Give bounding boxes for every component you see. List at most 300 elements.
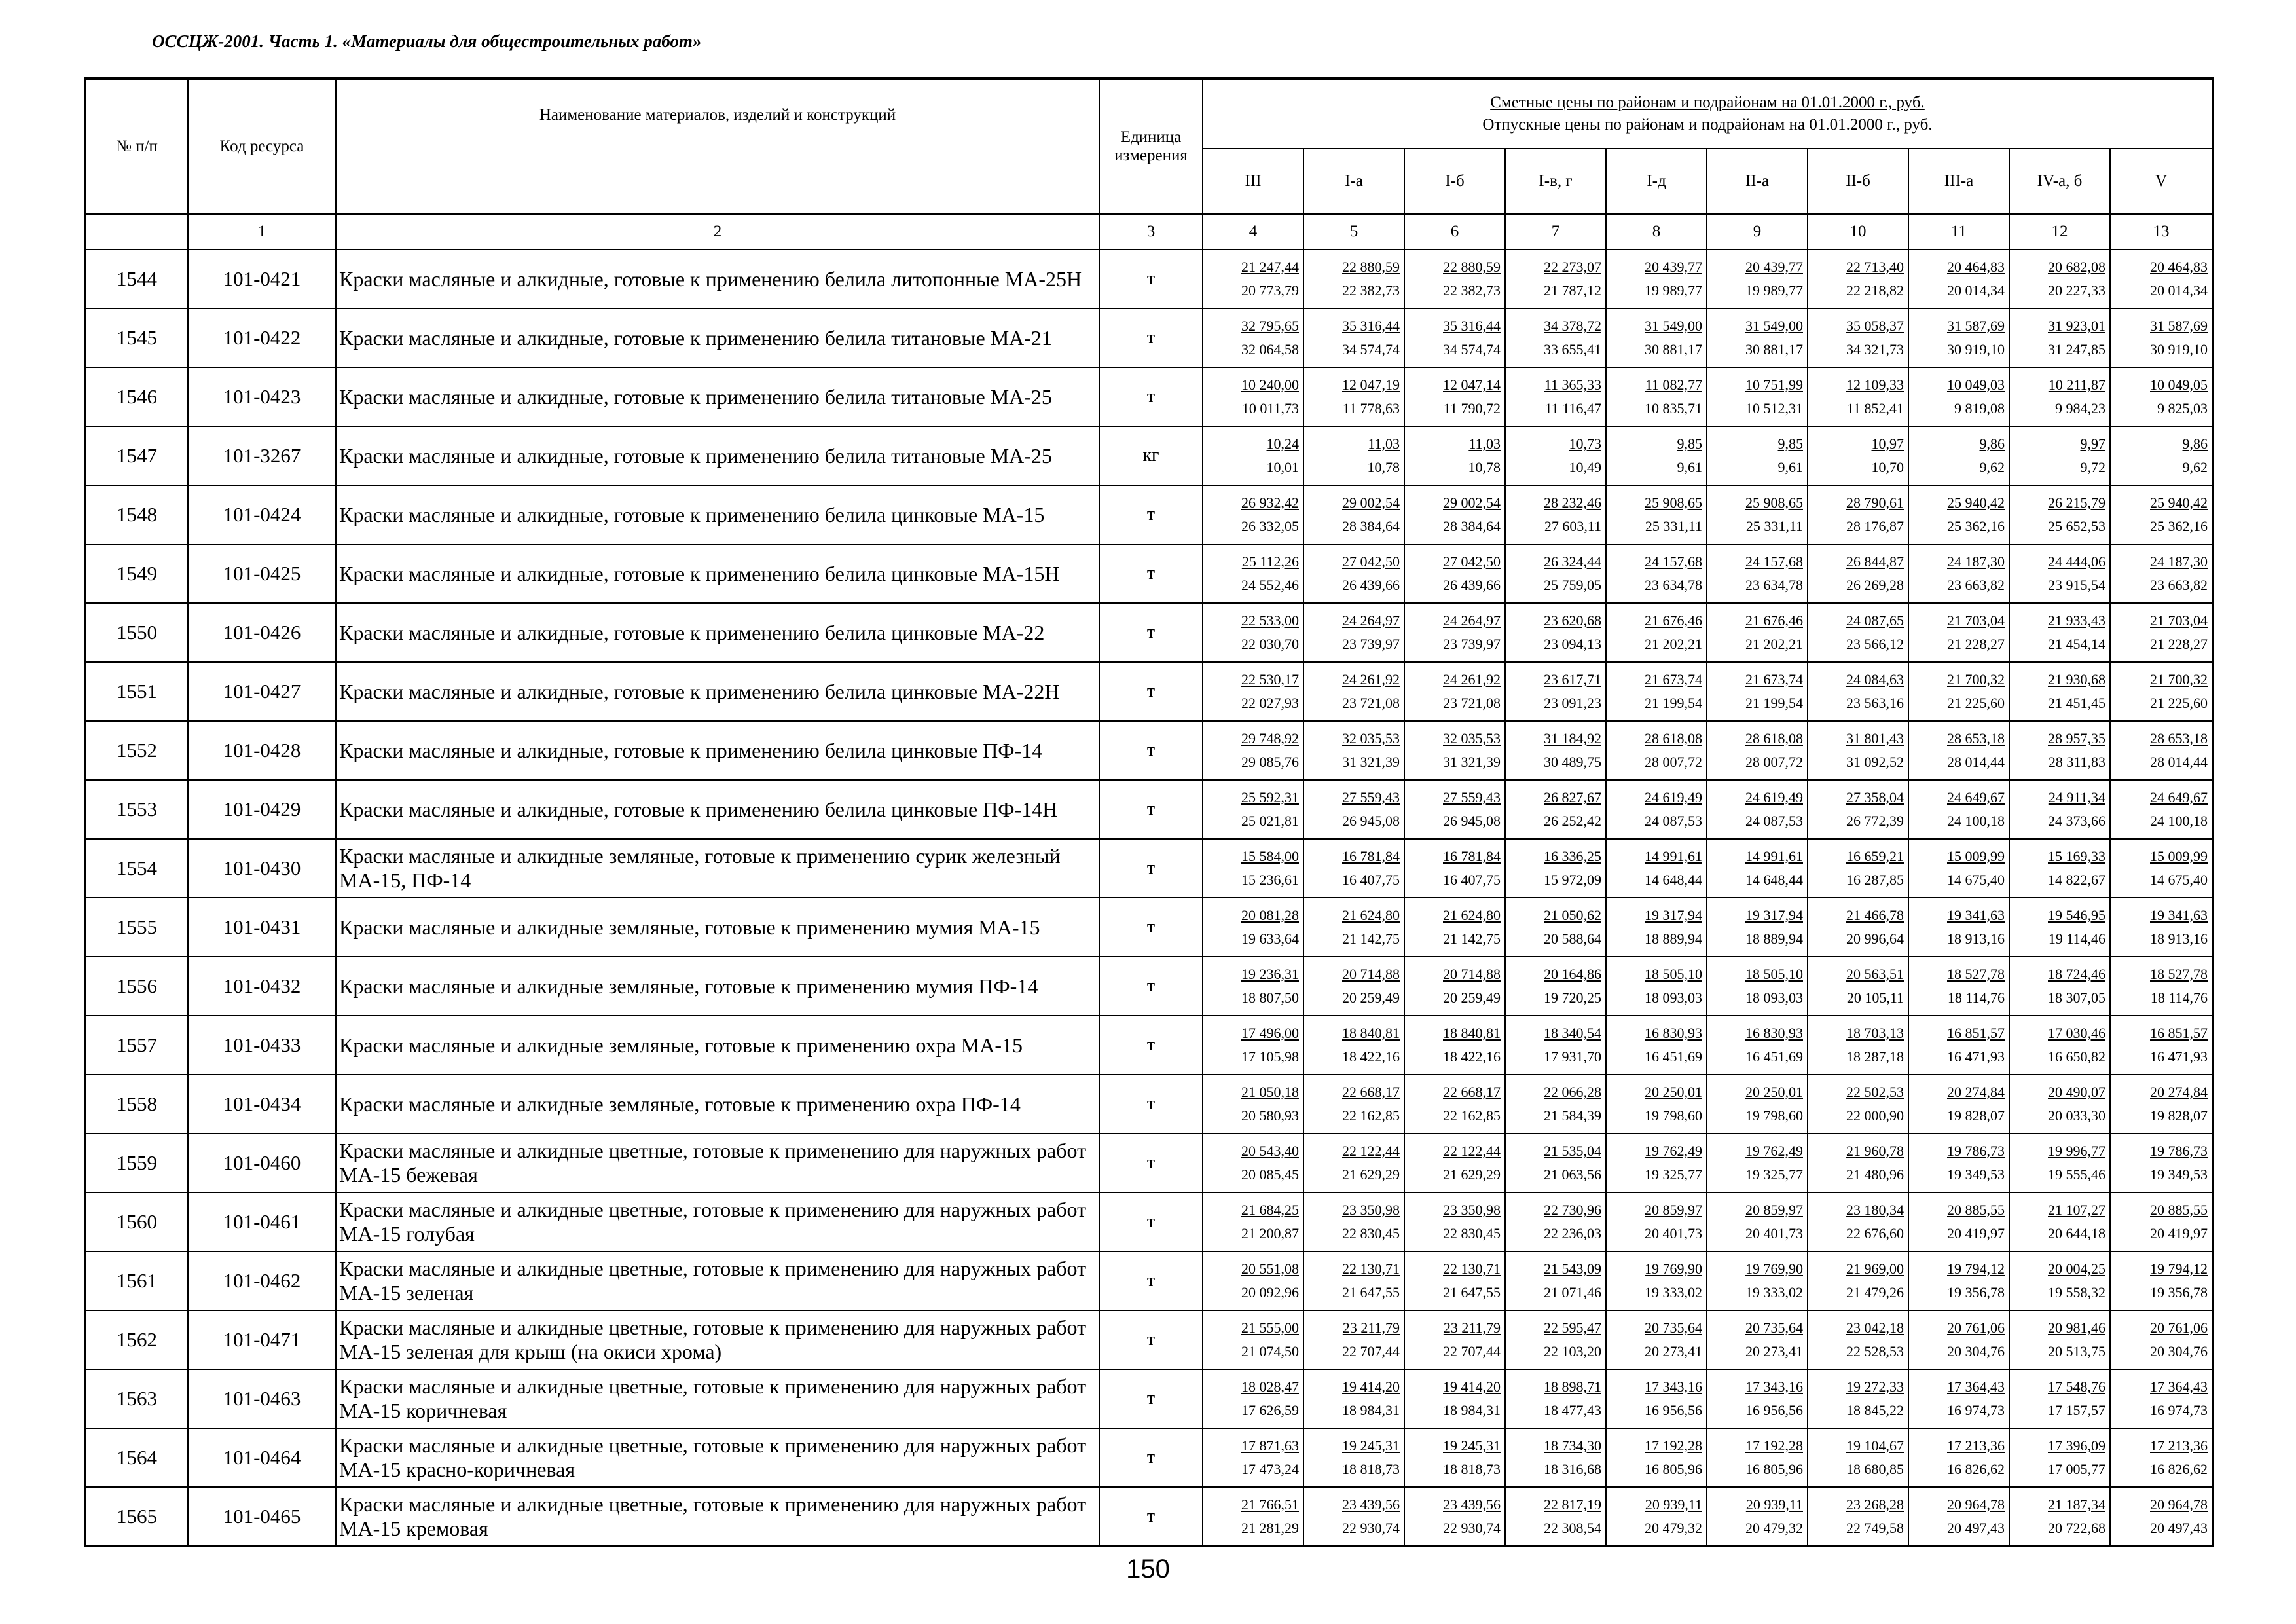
price-cell: [1606, 426, 1707, 485]
release-price: 16 650,82: [2048, 1048, 2105, 1065]
release-price: 23 563,16: [1846, 695, 1904, 711]
resource-code: 101-0430: [188, 839, 336, 898]
material-name: Краски масляные и алкидные, готовые к применению белила цинковые МА-15: [336, 485, 1099, 544]
release-price: 30 881,17: [1645, 341, 1702, 358]
release-price: 33 655,41: [1544, 341, 1601, 358]
release-price: 19 828,07: [1947, 1107, 2005, 1124]
price-cell: [1606, 367, 1707, 426]
release-price: 23 663,82: [2150, 577, 2208, 593]
release-price: 20 996,64: [1846, 931, 1904, 947]
price-cell: [1908, 839, 2009, 898]
price-cell: [1303, 662, 1404, 721]
unit: т: [1099, 308, 1203, 367]
estimate-price: 28 232,46: [1544, 494, 1601, 511]
price-cell: [1908, 308, 2009, 367]
estimate-price: 20 543,40: [1241, 1143, 1299, 1159]
estimate-price: 25 908,65: [1745, 494, 1803, 511]
material-name: Краски масляные и алкидные цветные, готовые к применению для наружных работ МА-15 зеленая: [336, 1251, 1099, 1310]
release-price: 21 202,21: [1645, 636, 1702, 652]
release-price: 10 512,31: [1745, 400, 1803, 416]
estimate-price: 14 991,61: [1745, 848, 1803, 864]
column-number: 3: [1099, 214, 1203, 249]
price-cell: [1808, 1251, 1908, 1310]
price-cell: [1707, 249, 1808, 308]
price-cell: [1303, 1251, 1404, 1310]
release-price: 22 830,45: [1443, 1225, 1501, 1242]
resource-code: 101-0428: [188, 721, 336, 780]
estimate-price: 28 618,08: [1745, 730, 1803, 747]
price-cell: [2009, 485, 2110, 544]
release-price: 22 382,73: [1443, 282, 1501, 299]
estimate-price: 20 250,01: [1745, 1084, 1803, 1100]
release-price: 30 919,10: [1947, 341, 2005, 358]
release-price: 20 259,49: [1342, 989, 1400, 1006]
material-name: Краски масляные и алкидные земляные, готовые к применению мумия ПФ-14: [336, 957, 1099, 1016]
estimate-price: 24 261,92: [1443, 671, 1501, 688]
release-price: 20 304,76: [2150, 1343, 2208, 1359]
release-price: 18 287,18: [1846, 1048, 1904, 1065]
table-row: [85, 367, 2213, 426]
estimate-price: 24 187,30: [2150, 553, 2208, 570]
estimate-price: 10 751,99: [1745, 377, 1803, 393]
price-cell: [1203, 957, 1303, 1016]
material-name: Краски масляные и алкидные цветные, готовые к применению для наружных работ МА-15 кремовая: [336, 1487, 1099, 1546]
price-cell: [1808, 426, 1908, 485]
release-price: 9 984,23: [2055, 400, 2105, 416]
column-number: 10: [1808, 214, 1908, 249]
release-price: 25 362,16: [2150, 518, 2208, 534]
price-cell: [2009, 603, 2110, 662]
table-row: [85, 426, 2213, 485]
estimate-price: 35 316,44: [1342, 318, 1400, 334]
release-price: 28 384,64: [1342, 518, 1400, 534]
release-price: 20 105,11: [1846, 989, 1904, 1006]
estimate-price: 16 781,84: [1342, 848, 1400, 864]
table-row: [85, 1369, 2213, 1428]
estimate-price: 17 343,16: [1645, 1378, 1702, 1395]
estimate-price: 10,73: [1569, 435, 1601, 452]
price-cell: [1404, 1192, 1505, 1251]
release-price: 16 805,96: [1645, 1461, 1702, 1477]
price-cell: [1808, 249, 1908, 308]
estimate-price: 18 734,30: [1544, 1437, 1601, 1454]
price-cell: [2110, 249, 2213, 308]
unit: т: [1099, 1016, 1203, 1075]
resource-code: 101-0464: [188, 1428, 336, 1487]
release-price: 14 822,67: [2048, 872, 2105, 888]
release-price: 17 157,57: [2048, 1402, 2105, 1418]
release-price: 26 439,66: [1342, 577, 1400, 593]
price-cell: [1707, 1251, 1808, 1310]
release-price: 19 633,64: [1241, 931, 1299, 947]
estimate-price: 12 047,19: [1342, 377, 1400, 393]
price-cell: [1606, 721, 1707, 780]
estimate-price: 31 923,01: [2048, 318, 2105, 334]
price-cell: [2009, 1369, 2110, 1428]
estimate-price: 16 781,84: [1443, 848, 1501, 864]
estimate-price: 31 184,92: [1544, 730, 1601, 747]
unit: т: [1099, 544, 1203, 603]
price-cell: [1404, 1428, 1505, 1487]
price-cell: [1908, 426, 2009, 485]
resource-code: 101-0426: [188, 603, 336, 662]
price-cell: [2009, 839, 2110, 898]
estimate-price: 22 130,71: [1342, 1261, 1400, 1277]
price-cell: [1404, 367, 1505, 426]
price-cell: [1808, 898, 1908, 957]
release-price: 32 064,58: [1241, 341, 1299, 358]
release-price: 19 333,02: [1745, 1284, 1803, 1301]
release-price: 11 790,72: [1443, 400, 1501, 416]
estimate-price: 24 157,68: [1645, 553, 1702, 570]
material-name: Краски масляные и алкидные, готовые к применению белила цинковые ПФ-14: [336, 721, 1099, 780]
estimate-price: 18 028,47: [1241, 1378, 1299, 1395]
price-cell: [1303, 485, 1404, 544]
row-number: 1555: [85, 898, 188, 957]
release-price: 31 321,39: [1342, 754, 1400, 770]
release-price: 21 228,27: [1947, 636, 2005, 652]
release-price: 22 707,44: [1443, 1343, 1501, 1359]
estimate-price: 20 081,28: [1241, 907, 1299, 923]
material-name: Краски масляные и алкидные земляные, готовые к применению мумия МА-15: [336, 898, 1099, 957]
estimate-price: 20 735,64: [1645, 1320, 1702, 1336]
release-price: 18 680,85: [1846, 1461, 1904, 1477]
release-price: 21 451,45: [2048, 695, 2105, 711]
estimate-price: 21 676,46: [1745, 612, 1803, 629]
price-cell: [1808, 1310, 1908, 1369]
unit: т: [1099, 957, 1203, 1016]
column-number: 9: [1707, 214, 1808, 249]
table-row: [85, 1016, 2213, 1075]
price-cell: [1303, 426, 1404, 485]
table-row: [85, 898, 2213, 957]
table-row: [85, 780, 2213, 839]
estimate-price: 32 035,53: [1443, 730, 1501, 747]
material-name: Краски масляные и алкидные цветные, готовые к применению для наружных работ МА-15 зеленая для крыш (на окиси хрома): [336, 1310, 1099, 1369]
material-name: Краски масляные и алкидные, готовые к применению белила титановые МА-25: [336, 367, 1099, 426]
price-cell: [1606, 249, 1707, 308]
resource-code: 101-0431: [188, 898, 336, 957]
release-price: 34 574,74: [1443, 341, 1501, 358]
price-cell: [1303, 1075, 1404, 1134]
release-price: 20 773,79: [1241, 282, 1299, 299]
price-cell: [2110, 1251, 2213, 1310]
estimate-price: 24 187,30: [1947, 553, 2005, 570]
price-cell: [1606, 1251, 1707, 1310]
release-price: 17 626,59: [1241, 1402, 1299, 1418]
estimate-price: 24 649,67: [2150, 789, 2208, 805]
release-price: 16 826,62: [1947, 1461, 2005, 1477]
release-price: 25 759,05: [1544, 577, 1601, 593]
release-price: 19 798,60: [1745, 1107, 1803, 1124]
price-cell: [2009, 898, 2110, 957]
release-price: 14 648,44: [1745, 872, 1803, 888]
release-price: 22 162,85: [1443, 1107, 1501, 1124]
release-price: 20 273,41: [1645, 1343, 1702, 1359]
region-header: III-а: [1908, 149, 2009, 214]
estimate-price: 22 122,44: [1443, 1143, 1501, 1159]
price-cell: [2009, 249, 2110, 308]
price-cell: [2009, 544, 2110, 603]
release-price: 24 373,66: [2048, 813, 2105, 829]
estimate-price: 10 049,03: [1947, 377, 2005, 393]
release-price: 20 227,33: [2048, 282, 2105, 299]
row-number: 1550: [85, 603, 188, 662]
release-price: 22 030,70: [1241, 636, 1299, 652]
estimate-price: 25 908,65: [1645, 494, 1702, 511]
price-cell: [1404, 957, 1505, 1016]
price-cell: [1606, 898, 1707, 957]
release-price: 18 889,94: [1645, 931, 1702, 947]
estimate-price: 21 187,34: [2048, 1496, 2105, 1513]
price-cell: [1303, 898, 1404, 957]
estimate-price: 15 009,99: [1947, 848, 2005, 864]
release-price: 21 071,46: [1544, 1284, 1601, 1301]
release-price: 18 114,76: [2150, 989, 2208, 1006]
price-cell: [1908, 603, 2009, 662]
release-price: 18 477,43: [1544, 1402, 1601, 1418]
release-price: 22 162,85: [1342, 1107, 1400, 1124]
estimate-price: 21 535,04: [1544, 1143, 1601, 1159]
estimate-price: 19 546,95: [2048, 907, 2105, 923]
material-name: Краски масляные и алкидные, готовые к применению белила литопонные МА-25Н: [336, 249, 1099, 308]
resource-code: 101-0421: [188, 249, 336, 308]
release-price: 28 007,72: [1745, 754, 1803, 770]
release-price: 28 311,83: [2048, 754, 2105, 770]
price-cell: [1606, 1016, 1707, 1075]
price-cell: [1808, 1428, 1908, 1487]
price-cell: [1908, 1487, 2009, 1546]
release-price: 28 014,44: [1947, 754, 2005, 770]
release-price: 10,49: [1569, 459, 1601, 475]
price-cell: [1303, 1016, 1404, 1075]
estimate-price: 20 939,11: [1745, 1496, 1803, 1513]
release-price: 24 100,18: [1947, 813, 2005, 829]
price-cell: [1707, 1075, 1808, 1134]
release-price: 10 011,73: [1241, 400, 1299, 416]
row-number: 1558: [85, 1075, 188, 1134]
estimate-price: 21 466,78: [1846, 907, 1904, 923]
row-number: 1548: [85, 485, 188, 544]
release-price: 21 281,29: [1241, 1519, 1299, 1536]
release-price: 28 384,64: [1443, 518, 1501, 534]
material-name: Краски масляные и алкидные цветные, готовые к применению для наружных работ МА-15 голубая: [336, 1192, 1099, 1251]
column-number-row: [85, 214, 2213, 249]
row-number: 1551: [85, 662, 188, 721]
estimate-price: 21 700,32: [2150, 671, 2208, 688]
row-number: 1561: [85, 1251, 188, 1310]
release-price: 9 819,08: [1954, 400, 2005, 416]
release-price: 22 707,44: [1342, 1343, 1400, 1359]
release-price: 21 228,27: [2150, 636, 2208, 652]
price-cell: [1606, 1487, 1707, 1546]
estimate-price: 20 939,11: [1645, 1496, 1702, 1513]
release-price: 18 818,73: [1443, 1461, 1501, 1477]
price-cell: [1505, 485, 1606, 544]
release-price: 16 287,85: [1846, 872, 1904, 888]
price-cell: [1404, 308, 1505, 367]
price-cell: [1203, 1487, 1303, 1546]
estimate-price: 12 047,14: [1443, 377, 1501, 393]
release-price: 26 252,42: [1544, 813, 1601, 829]
estimate-price: 21 969,00: [1846, 1261, 1904, 1277]
estimate-price: 19 317,94: [1645, 907, 1702, 923]
estimate-price: 19 762,49: [1745, 1143, 1803, 1159]
estimate-price: 16 830,93: [1745, 1025, 1803, 1041]
price-cell: [1707, 1487, 1808, 1546]
release-price: 16 805,96: [1745, 1461, 1803, 1477]
release-price: 16 826,62: [2150, 1461, 2208, 1477]
estimate-price: 29 002,54: [1443, 494, 1501, 511]
price-cell: [1203, 1134, 1303, 1192]
price-cell: [1505, 780, 1606, 839]
region-header: III: [1203, 149, 1303, 214]
release-price: 22 830,45: [1342, 1225, 1400, 1242]
release-price: 23 739,97: [1342, 636, 1400, 652]
release-price: 22 236,03: [1544, 1225, 1601, 1242]
price-cell: [1707, 898, 1808, 957]
release-price: 21 787,12: [1544, 282, 1601, 299]
price-cell: [1606, 1192, 1707, 1251]
estimate-price: 17 548,76: [2048, 1378, 2105, 1395]
resource-code: 101-0424: [188, 485, 336, 544]
price-cell: [1404, 1251, 1505, 1310]
release-price: 29 085,76: [1241, 754, 1299, 770]
material-name: Краски масляные и алкидные цветные, готовые к применению для наружных работ МА-15 бежевая: [336, 1134, 1099, 1192]
release-price: 31 321,39: [1443, 754, 1501, 770]
price-cell: [1303, 367, 1404, 426]
estimate-price: 21 624,80: [1443, 907, 1501, 923]
estimate-price: 22 533,00: [1241, 612, 1299, 629]
price-cell: [1404, 544, 1505, 603]
estimate-price: 16 659,21: [1846, 848, 1904, 864]
estimate-price: 22 817,19: [1544, 1496, 1601, 1513]
price-cell: [1505, 544, 1606, 603]
estimate-price: 31 549,00: [1645, 318, 1702, 334]
region-header: V: [2110, 149, 2213, 214]
price-cell: [1707, 485, 1808, 544]
column-number-blank: [85, 214, 188, 249]
estimate-price: 19 794,12: [1947, 1261, 2005, 1277]
estimate-price: 31 587,69: [2150, 318, 2208, 334]
estimate-price: 20 735,64: [1745, 1320, 1803, 1336]
estimate-price: 20 274,84: [1947, 1084, 2005, 1100]
price-cell: [1707, 426, 1808, 485]
release-price: 21 199,54: [1645, 695, 1702, 711]
estimate-price: 22 595,47: [1544, 1320, 1601, 1336]
estimate-price: 17 213,36: [2150, 1437, 2208, 1454]
row-number: 1562: [85, 1310, 188, 1369]
table-row: [85, 662, 2213, 721]
table-row: [85, 485, 2213, 544]
price-cell: [1303, 1134, 1404, 1192]
release-price: 20 497,43: [1947, 1519, 2005, 1536]
release-price: 26 945,08: [1342, 813, 1400, 829]
price-cell: [1303, 1487, 1404, 1546]
price-cell: [1505, 1310, 1606, 1369]
price-cell: [1606, 485, 1707, 544]
release-price: 18 114,76: [1947, 989, 2005, 1006]
price-cell: [2009, 1487, 2110, 1546]
estimate-price: 21 703,04: [1947, 612, 2005, 629]
release-price: 18 422,16: [1342, 1048, 1400, 1065]
estimate-price: 23 439,56: [1342, 1496, 1400, 1513]
release-price: 23 739,97: [1443, 636, 1501, 652]
estimate-price: 31 801,43: [1846, 730, 1904, 747]
unit: т: [1099, 839, 1203, 898]
price-cell: [1404, 485, 1505, 544]
estimate-price: 21 766,51: [1241, 1496, 1299, 1513]
price-cell: [1707, 603, 1808, 662]
estimate-price: 22 530,17: [1241, 671, 1299, 688]
price-cell: [1606, 603, 1707, 662]
price-cell: [1505, 426, 1606, 485]
estimate-price: 10 211,87: [2048, 377, 2105, 393]
price-cell: [1707, 308, 1808, 367]
price-cell: [1303, 721, 1404, 780]
price-cell: [1606, 1369, 1707, 1428]
price-cell: [1505, 1075, 1606, 1134]
estimate-price: 23 211,79: [1342, 1320, 1400, 1336]
release-price: 20 644,18: [2048, 1225, 2105, 1242]
price-cell: [1707, 1192, 1808, 1251]
release-price: 21 480,96: [1846, 1166, 1904, 1183]
estimate-price: 17 364,43: [2150, 1378, 2208, 1395]
row-number: 1549: [85, 544, 188, 603]
estimate-price: 28 653,18: [2150, 730, 2208, 747]
table-row: [85, 308, 2213, 367]
column-number: 12: [2009, 214, 2110, 249]
region-header: I-д: [1606, 149, 1707, 214]
price-cell: [1203, 485, 1303, 544]
estimate-price: 18 505,10: [1645, 966, 1702, 982]
release-price: 11 852,41: [1846, 400, 1904, 416]
estimate-price: 17 396,09: [2048, 1437, 2105, 1454]
estimate-price: 12 109,33: [1846, 377, 1904, 393]
release-price: 19 325,77: [1645, 1166, 1702, 1183]
release-price: 20 401,73: [1645, 1225, 1702, 1242]
estimate-price: 27 559,43: [1342, 789, 1400, 805]
resource-code: 101-0433: [188, 1016, 336, 1075]
estimate-price: 20 964,78: [1947, 1496, 2005, 1513]
estimate-price: 15 169,33: [2048, 848, 2105, 864]
estimate-price: 23 180,34: [1846, 1202, 1904, 1218]
price-cell: [1203, 1192, 1303, 1251]
region-header: I-б: [1404, 149, 1505, 214]
release-price: 16 471,93: [1947, 1048, 2005, 1065]
release-price: 26 439,66: [1443, 577, 1501, 593]
estimate-price: 19 786,73: [2150, 1143, 2208, 1159]
resource-code: 101-3267: [188, 426, 336, 485]
release-price: 21 063,56: [1544, 1166, 1601, 1183]
estimate-price: 19 769,90: [1745, 1261, 1803, 1277]
price-cell: [1505, 603, 1606, 662]
estimate-price: 21 684,25: [1241, 1202, 1299, 1218]
estimate-price: 20 250,01: [1645, 1084, 1702, 1100]
material-name: Краски масляные и алкидные цветные, готовые к применению для наружных работ МА-15 красно-коричневая: [336, 1428, 1099, 1487]
release-price: 26 269,28: [1846, 577, 1904, 593]
estimate-price: 23 211,79: [1443, 1320, 1501, 1336]
table-row: [85, 957, 2213, 1016]
price-cell: [1606, 1310, 1707, 1369]
unit: т: [1099, 1369, 1203, 1428]
table-row: [85, 1487, 2213, 1546]
column-number: 5: [1303, 214, 1404, 249]
price-cell: [1203, 249, 1303, 308]
resource-code: 101-0463: [188, 1369, 336, 1428]
price-cell: [1707, 544, 1808, 603]
price-cell: [1404, 1369, 1505, 1428]
